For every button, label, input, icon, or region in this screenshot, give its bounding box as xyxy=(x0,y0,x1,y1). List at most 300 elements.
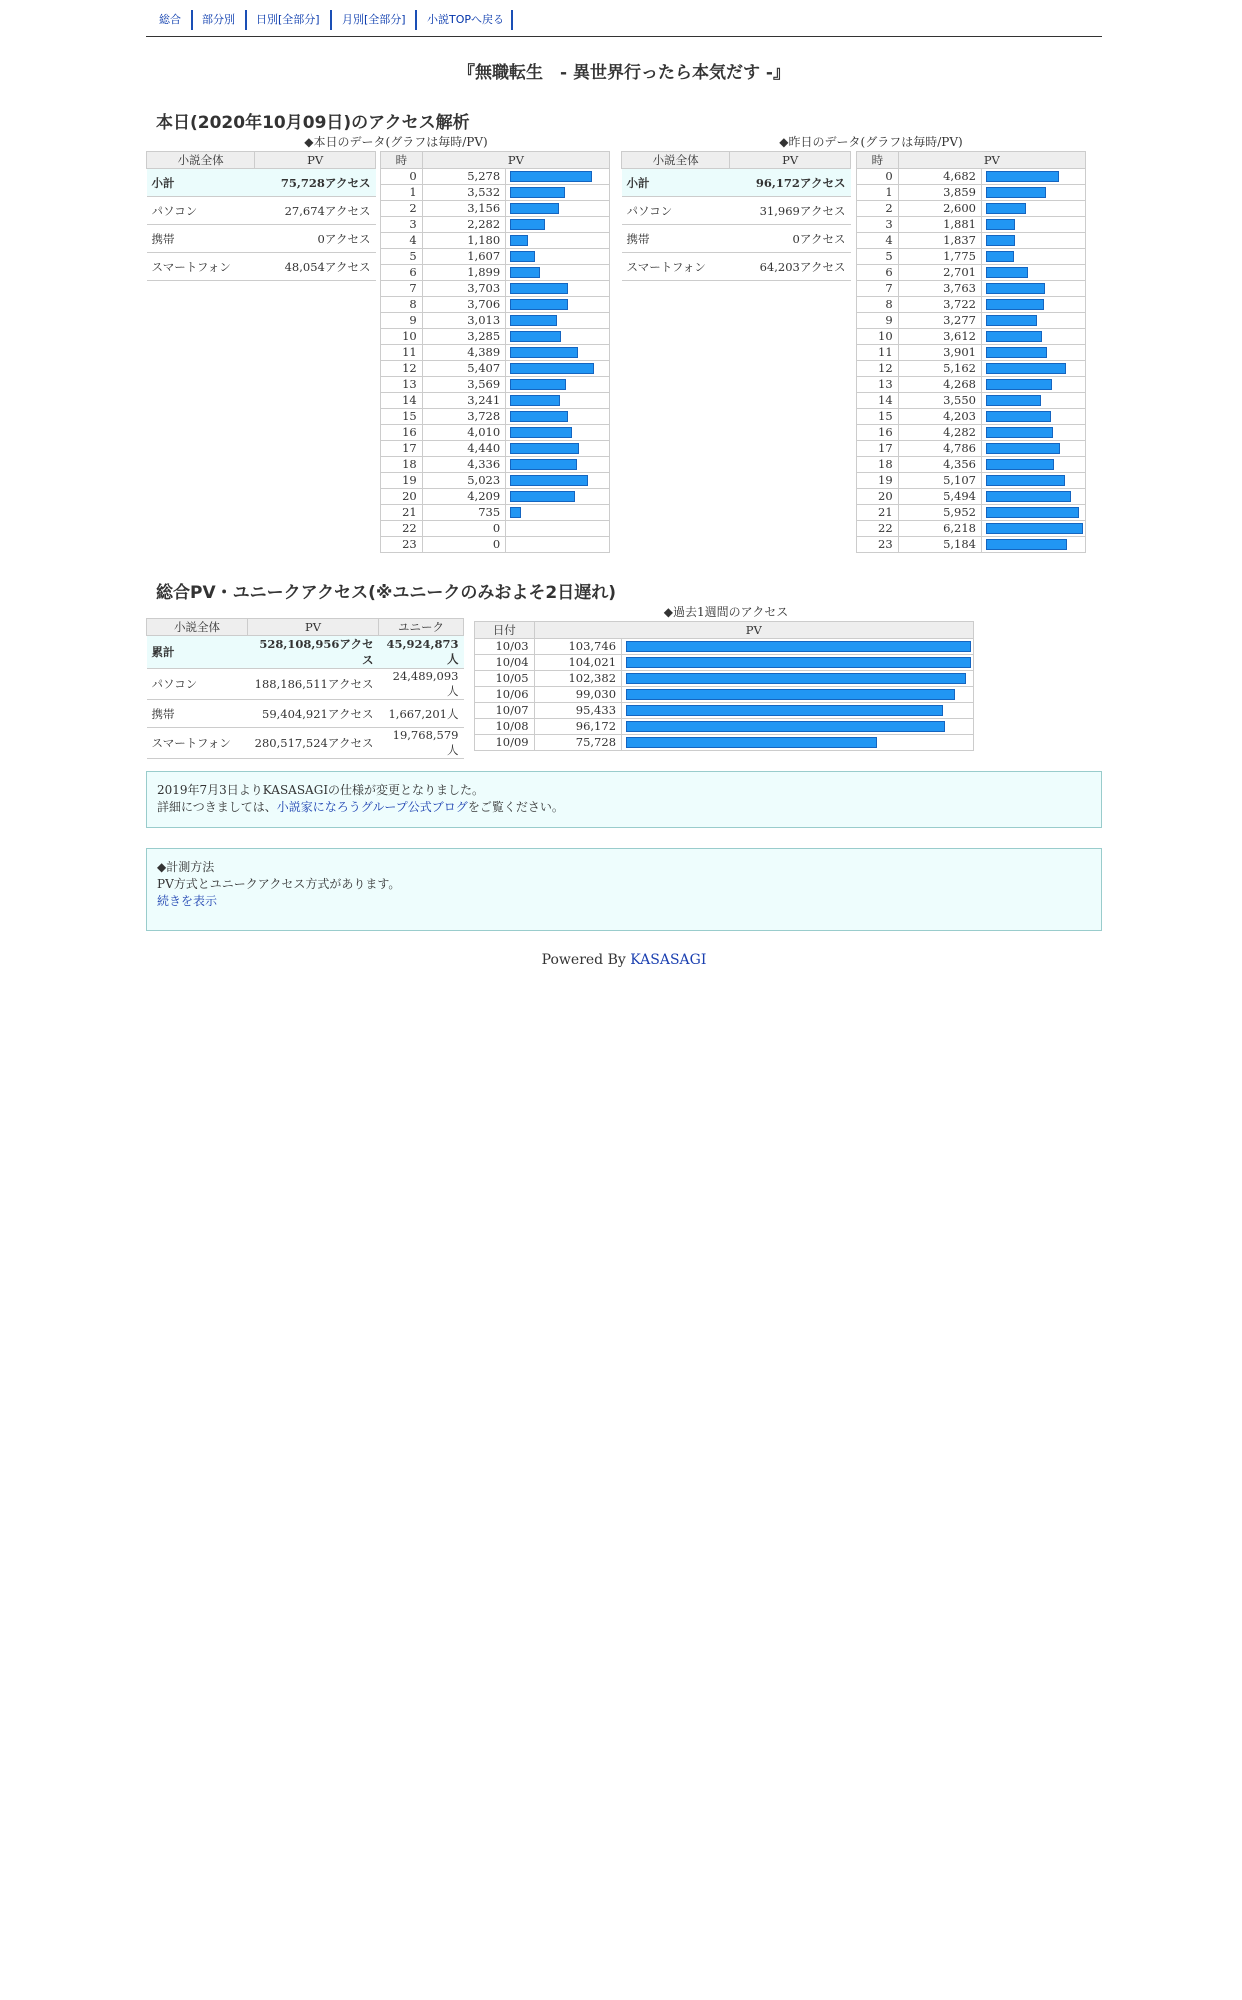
hourly-row xyxy=(857,313,1086,329)
hour-pv: 4,282 xyxy=(898,425,981,441)
bar-cell xyxy=(622,639,974,655)
pv-bar xyxy=(510,491,575,502)
col-header-unique: ユニーク xyxy=(379,619,464,636)
bar-cell xyxy=(982,201,1086,217)
hour-label: 19 xyxy=(381,473,423,489)
hour-pv: 2,282 xyxy=(422,217,505,233)
hour-pv: 3,859 xyxy=(898,185,981,201)
hourly-row xyxy=(857,265,1086,281)
nav-novel-top[interactable]: 小説TOPへ戻る xyxy=(427,13,505,26)
summary-label: 携帯 xyxy=(622,225,730,253)
today-caption: ◆本日のデータ(グラフは毎時/PV) xyxy=(304,135,488,149)
notice-box xyxy=(146,771,1102,828)
hour-pv: 4,010 xyxy=(422,425,505,441)
pv-bar xyxy=(510,395,560,406)
hour-pv: 3,277 xyxy=(898,313,981,329)
hour-pv: 5,952 xyxy=(898,505,981,521)
col-header-pv: PV xyxy=(730,152,851,169)
hour-pv: 4,336 xyxy=(422,457,505,473)
bar-cell xyxy=(622,719,974,735)
pv-bar xyxy=(986,347,1047,358)
bar-cell xyxy=(506,473,610,489)
hourly-row xyxy=(857,489,1086,505)
weekly-pv-bar xyxy=(626,673,966,684)
hour-label: 15 xyxy=(857,409,899,425)
total-row xyxy=(147,728,464,759)
hour-label: 3 xyxy=(381,217,423,233)
bar-cell xyxy=(506,457,610,473)
weekly-row xyxy=(475,671,974,687)
pv-bar xyxy=(510,475,588,486)
hour-label: 6 xyxy=(857,265,899,281)
bar-cell xyxy=(982,473,1086,489)
hour-label: 23 xyxy=(857,537,899,553)
pv-bar xyxy=(986,283,1045,294)
weekly-date: 10/07 xyxy=(475,703,535,719)
bar-cell xyxy=(506,265,610,281)
kasasagi-link[interactable]: KASASAGI xyxy=(630,952,707,968)
hour-pv: 1,837 xyxy=(898,233,981,249)
hour-label: 9 xyxy=(381,313,423,329)
nav-monthly[interactable]: 月別[全部分] xyxy=(342,13,406,26)
hourly-row xyxy=(381,393,610,409)
hourly-row xyxy=(857,233,1086,249)
weekly-pv: 96,172 xyxy=(534,719,621,735)
bar-cell xyxy=(506,345,610,361)
hour-pv: 6,218 xyxy=(898,521,981,537)
hour-label: 17 xyxy=(381,441,423,457)
summary-row xyxy=(147,253,376,281)
pv-bar xyxy=(986,427,1053,438)
hour-label: 13 xyxy=(857,377,899,393)
hour-pv: 5,494 xyxy=(898,489,981,505)
nav-separator xyxy=(245,10,247,30)
bar-cell xyxy=(982,521,1086,537)
pv-bar xyxy=(986,475,1065,486)
summary-value: 75,728アクセス xyxy=(255,169,376,197)
nav-partial[interactable]: 部分別 xyxy=(202,13,235,26)
summary-row xyxy=(622,253,851,281)
hourly-row xyxy=(381,345,610,361)
hour-label: 8 xyxy=(381,297,423,313)
weekly-caption: ◆過去1週間のアクセス xyxy=(663,605,789,619)
weekly-date: 10/06 xyxy=(475,687,535,703)
hourly-row xyxy=(857,217,1086,233)
hour-label: 2 xyxy=(857,201,899,217)
weekly-pv-bar xyxy=(626,721,945,732)
bar-cell xyxy=(982,185,1086,201)
hourly-row xyxy=(381,457,610,473)
summary-label: スマートフォン xyxy=(622,253,730,281)
hour-label: 14 xyxy=(857,393,899,409)
total-unique: 1,667,201人 xyxy=(379,700,464,728)
hour-pv: 1,775 xyxy=(898,249,981,265)
pv-bar xyxy=(510,171,592,182)
total-pv: 528,108,956アクセス xyxy=(248,636,379,669)
bar-cell xyxy=(982,217,1086,233)
summary-row xyxy=(622,197,851,225)
pv-bar xyxy=(510,267,540,278)
hour-label: 18 xyxy=(857,457,899,473)
summary-value: 96,172アクセス xyxy=(730,169,851,197)
pv-bar xyxy=(986,219,1015,230)
weekly-pv-bar xyxy=(626,689,955,700)
hour-label: 19 xyxy=(857,473,899,489)
weekly-pv-bar xyxy=(626,737,877,748)
bar-cell xyxy=(982,345,1086,361)
hour-label: 4 xyxy=(857,233,899,249)
total-pv: 188,186,511アクセス xyxy=(248,669,379,700)
hour-label: 11 xyxy=(857,345,899,361)
hourly-row xyxy=(381,473,610,489)
method-box xyxy=(146,848,1102,931)
hour-pv: 0 xyxy=(422,537,505,553)
bar-cell xyxy=(506,169,610,185)
hourly-row xyxy=(381,313,610,329)
summary-label: 携帯 xyxy=(147,225,255,253)
total-row xyxy=(147,636,464,669)
bar-cell xyxy=(982,409,1086,425)
summary-row xyxy=(622,225,851,253)
hour-label: 15 xyxy=(381,409,423,425)
yesterday-summary-table xyxy=(621,151,851,281)
pv-bar xyxy=(986,523,1083,534)
hour-label: 8 xyxy=(857,297,899,313)
hour-label: 1 xyxy=(857,185,899,201)
hour-pv: 3,703 xyxy=(422,281,505,297)
bar-cell xyxy=(982,537,1086,553)
hour-label: 3 xyxy=(857,217,899,233)
hour-pv: 3,722 xyxy=(898,297,981,313)
hour-pv: 4,356 xyxy=(898,457,981,473)
hour-pv: 3,241 xyxy=(422,393,505,409)
pv-bar xyxy=(986,539,1067,550)
hour-pv: 1,899 xyxy=(422,265,505,281)
pv-bar xyxy=(510,299,568,310)
yesterday-hourly-table xyxy=(856,151,1086,553)
total-pv: 59,404,921アクセス xyxy=(248,700,379,728)
col-header-novel: 小説全体 xyxy=(147,619,248,636)
hour-pv: 5,184 xyxy=(898,537,981,553)
hour-pv: 4,786 xyxy=(898,441,981,457)
hour-label: 10 xyxy=(381,329,423,345)
hour-pv: 4,389 xyxy=(422,345,505,361)
hourly-row xyxy=(381,297,610,313)
hour-pv: 4,209 xyxy=(422,489,505,505)
hour-label: 12 xyxy=(857,361,899,377)
pv-bar xyxy=(510,427,572,438)
total-unique: 19,768,579人 xyxy=(379,728,464,759)
hour-label: 18 xyxy=(381,457,423,473)
hourly-row xyxy=(857,377,1086,393)
col-header-novel: 小説全体 xyxy=(147,152,255,169)
hour-pv: 2,600 xyxy=(898,201,981,217)
method-title: ◆計測方法 xyxy=(157,860,215,874)
weekly-date: 10/04 xyxy=(475,655,535,671)
summary-row xyxy=(147,225,376,253)
hourly-row xyxy=(857,473,1086,489)
hourly-row xyxy=(857,505,1086,521)
powered-prefix: Powered By xyxy=(541,952,631,968)
summary-label: スマートフォン xyxy=(147,253,255,281)
bar-cell xyxy=(622,735,974,751)
bar-cell xyxy=(982,441,1086,457)
summary-value: 48,054アクセス xyxy=(255,253,376,281)
hourly-row xyxy=(381,169,610,185)
summary-value: 0アクセス xyxy=(730,225,851,253)
weekly-row xyxy=(475,639,974,655)
weekly-row xyxy=(475,735,974,751)
total-row xyxy=(147,700,464,728)
hour-pv: 3,612 xyxy=(898,329,981,345)
pv-bar xyxy=(510,363,594,374)
hour-label: 17 xyxy=(857,441,899,457)
weekly-pv: 104,021 xyxy=(534,655,621,671)
hour-label: 0 xyxy=(381,169,423,185)
notice-text: 詳細につきましては、 xyxy=(157,800,277,814)
bar-cell xyxy=(506,313,610,329)
hour-pv: 3,706 xyxy=(422,297,505,313)
bar-cell xyxy=(506,249,610,265)
hourly-row xyxy=(381,185,610,201)
pv-bar xyxy=(510,203,559,214)
total-label: 携帯 xyxy=(147,700,248,728)
total-summary-table xyxy=(146,618,464,759)
hourly-row xyxy=(381,249,610,265)
hour-label: 1 xyxy=(381,185,423,201)
hour-pv: 3,550 xyxy=(898,393,981,409)
pv-bar xyxy=(510,315,557,326)
col-header-pv: PV xyxy=(898,152,1085,169)
col-header-date: 日付 xyxy=(475,622,535,639)
pv-bar xyxy=(986,267,1028,278)
col-header-hour: 時 xyxy=(381,152,423,169)
pv-bar xyxy=(986,331,1042,342)
total-pv: 280,517,524アクセス xyxy=(248,728,379,759)
bar-cell xyxy=(622,671,974,687)
hour-label: 5 xyxy=(857,249,899,265)
bar-cell xyxy=(982,489,1086,505)
bar-cell xyxy=(506,393,610,409)
hourly-row xyxy=(381,377,610,393)
summary-value: 27,674アクセス xyxy=(255,197,376,225)
bar-cell xyxy=(506,377,610,393)
bar-cell xyxy=(506,297,610,313)
nav-separator xyxy=(511,10,513,30)
hour-pv: 2,701 xyxy=(898,265,981,281)
notice-text: をご覧ください。 xyxy=(467,800,564,814)
weekly-pv-bar xyxy=(626,657,971,668)
nav-bar xyxy=(146,10,1102,37)
pv-bar xyxy=(986,459,1054,470)
nav-daily[interactable]: 日別[全部分] xyxy=(256,13,320,26)
show-more-link[interactable]: 続きを表示 xyxy=(157,894,218,908)
pv-bar xyxy=(510,219,545,230)
hour-label: 2 xyxy=(381,201,423,217)
hourly-row xyxy=(857,169,1086,185)
hourly-row xyxy=(857,361,1086,377)
hourly-row xyxy=(857,521,1086,537)
powered-by xyxy=(146,952,1102,968)
bar-cell xyxy=(982,233,1086,249)
summary-value: 0アクセス xyxy=(255,225,376,253)
weekly-row xyxy=(475,687,974,703)
bar-cell xyxy=(982,297,1086,313)
hourly-row xyxy=(381,505,610,521)
bar-cell xyxy=(982,169,1086,185)
hour-label: 12 xyxy=(381,361,423,377)
hour-pv: 1,180 xyxy=(422,233,505,249)
summary-value: 31,969アクセス xyxy=(730,197,851,225)
hour-pv: 0 xyxy=(422,521,505,537)
weekly-row xyxy=(475,703,974,719)
col-header-hour: 時 xyxy=(857,152,899,169)
hour-pv: 3,532 xyxy=(422,185,505,201)
hour-label: 13 xyxy=(381,377,423,393)
hour-pv: 3,901 xyxy=(898,345,981,361)
bar-cell xyxy=(506,409,610,425)
weekly-row xyxy=(475,719,974,735)
bar-cell xyxy=(982,457,1086,473)
hourly-row xyxy=(857,185,1086,201)
hour-pv: 3,013 xyxy=(422,313,505,329)
total-label: パソコン xyxy=(147,669,248,700)
today-summary-table xyxy=(146,151,376,281)
total-row xyxy=(147,669,464,700)
method-text: PV方式とユニークアクセス方式があります。 xyxy=(157,877,401,891)
summary-value: 64,203アクセス xyxy=(730,253,851,281)
pv-bar xyxy=(510,411,568,422)
hourly-row xyxy=(857,425,1086,441)
pv-bar xyxy=(986,251,1014,262)
yesterday-caption: ◆昨日のデータ(グラフは毎時/PV) xyxy=(779,135,963,149)
pv-bar xyxy=(986,491,1071,502)
weekly-pv: 103,746 xyxy=(534,639,621,655)
pv-bar xyxy=(986,235,1015,246)
pv-bar xyxy=(510,235,528,246)
hourly-row xyxy=(857,249,1086,265)
hour-label: 6 xyxy=(381,265,423,281)
hour-label: 14 xyxy=(381,393,423,409)
total-unique: 45,924,873人 xyxy=(379,636,464,669)
summary-label: パソコン xyxy=(622,197,730,225)
hourly-row xyxy=(857,201,1086,217)
hour-pv: 3,285 xyxy=(422,329,505,345)
weekly-pv-bar xyxy=(626,705,943,716)
bar-cell xyxy=(982,425,1086,441)
hour-label: 22 xyxy=(857,521,899,537)
hour-pv: 4,440 xyxy=(422,441,505,457)
bar-cell xyxy=(982,393,1086,409)
notice-line-1: 2019年7月3日よりKASASAGIの仕様が変更となりました。 xyxy=(157,783,485,797)
bar-cell xyxy=(982,281,1086,297)
col-header-pv: PV xyxy=(248,619,379,636)
bar-cell xyxy=(506,521,610,537)
pv-bar xyxy=(510,379,566,390)
hourly-row xyxy=(857,297,1086,313)
hour-label: 7 xyxy=(381,281,423,297)
pv-bar xyxy=(510,459,577,470)
hour-pv: 3,156 xyxy=(422,201,505,217)
total-unique: 24,489,093人 xyxy=(379,669,464,700)
summary-row xyxy=(147,169,376,197)
hour-pv: 5,162 xyxy=(898,361,981,377)
weekly-date: 10/08 xyxy=(475,719,535,735)
bar-cell xyxy=(506,505,610,521)
total-label: スマートフォン xyxy=(147,728,248,759)
hour-label: 5 xyxy=(381,249,423,265)
notice-line-2 xyxy=(157,799,1091,816)
hour-pv: 1,607 xyxy=(422,249,505,265)
novel-title: 『無職転生 - 異世界行ったら本気だす -』 xyxy=(458,63,790,83)
summary-label: 小計 xyxy=(147,169,255,197)
hourly-row xyxy=(381,329,610,345)
hour-pv: 3,569 xyxy=(422,377,505,393)
weekly-table xyxy=(474,621,974,751)
hour-label: 20 xyxy=(857,489,899,505)
total-heading: 総合PV・ユニークアクセス(※ユニークのみおよそ2日遅れ) xyxy=(156,583,616,603)
hourly-row xyxy=(381,489,610,505)
nav-total[interactable]: 総合 xyxy=(159,13,181,26)
hour-label: 21 xyxy=(381,505,423,521)
hour-pv: 1,881 xyxy=(898,217,981,233)
bar-cell xyxy=(506,329,610,345)
weekly-pv: 95,433 xyxy=(534,703,621,719)
summary-label: 小計 xyxy=(622,169,730,197)
pv-bar xyxy=(510,283,568,294)
summary-label: パソコン xyxy=(147,197,255,225)
hour-pv: 5,023 xyxy=(422,473,505,489)
hour-pv: 5,107 xyxy=(898,473,981,489)
pv-bar xyxy=(986,171,1059,182)
bar-cell xyxy=(622,687,974,703)
pv-bar xyxy=(986,363,1066,374)
hour-pv: 4,682 xyxy=(898,169,981,185)
weekly-pv-bar xyxy=(626,641,971,652)
hourly-row xyxy=(857,281,1086,297)
bar-cell xyxy=(982,505,1086,521)
bar-cell xyxy=(506,441,610,457)
col-header-pv: PV xyxy=(534,622,973,639)
hourly-row xyxy=(857,537,1086,553)
bar-cell xyxy=(506,185,610,201)
hour-label: 16 xyxy=(857,425,899,441)
hour-label: 22 xyxy=(381,521,423,537)
hourly-row xyxy=(381,265,610,281)
official-blog-link[interactable]: 小説家になろうグループ公式ブログ xyxy=(276,800,468,814)
pv-bar xyxy=(510,187,565,198)
bar-cell xyxy=(506,537,610,553)
weekly-pv: 75,728 xyxy=(534,735,621,751)
weekly-date: 10/09 xyxy=(475,735,535,751)
hour-label: 11 xyxy=(381,345,423,361)
hour-label: 0 xyxy=(857,169,899,185)
col-header-novel: 小説全体 xyxy=(622,152,730,169)
hour-label: 23 xyxy=(381,537,423,553)
pv-bar xyxy=(986,203,1026,214)
bar-cell xyxy=(506,361,610,377)
nav-separator xyxy=(415,10,417,30)
hourly-row xyxy=(381,201,610,217)
bar-cell xyxy=(622,655,974,671)
summary-row xyxy=(147,197,376,225)
hourly-row xyxy=(857,457,1086,473)
pv-bar xyxy=(510,443,579,454)
pv-bar xyxy=(510,331,561,342)
hourly-row xyxy=(381,409,610,425)
hourly-row xyxy=(857,393,1086,409)
hourly-row xyxy=(381,521,610,537)
